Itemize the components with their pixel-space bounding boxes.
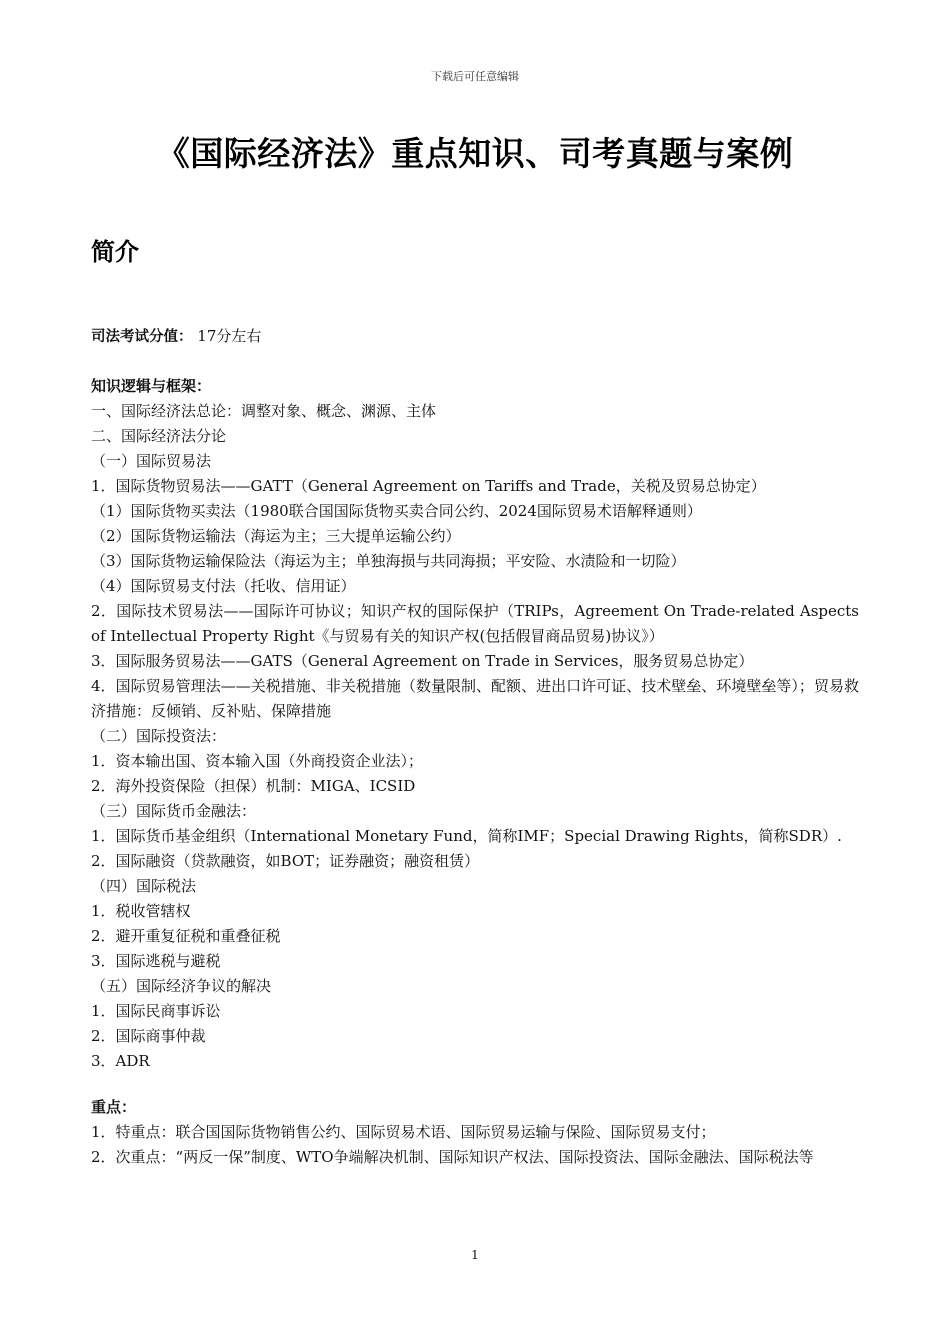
framework-line: （4）国际贸易支付法（托收、信用证） <box>91 577 356 595</box>
document-title: 《国际经济法》重点知识、司考真题与案例 <box>156 134 794 173</box>
framework-label: 知识逻辑与框架： <box>91 377 212 395</box>
framework-line: 1．国际货币基金组织（International Monetary Fund，简称IMF；Special Drawing Rights，简称SDR）. <box>91 827 842 845</box>
framework-line: 1．国际货物贸易法——GATT（General Agreement on Tariffs and Trade，关税及贸易总协定） <box>91 477 766 495</box>
framework-line: 2．海外投资保险（担保）机制：MIGA、ICSID <box>91 777 416 795</box>
framework-line: （2）国际货物运输法（海运为主；三大提单运输公约） <box>91 527 461 545</box>
keypoint-line: 2．次重点：“两反一保”制度、WTO争端解决机制、国际知识产权法、国际投资法、国际金融法、国际税法等 <box>91 1148 814 1166</box>
framework-line: 1．税收管辖权 <box>91 902 191 920</box>
framework-line: （一）国际贸易法 <box>91 452 212 470</box>
framework-line: 4．国际贸易管理法——关税措施、非关税措施（数量限制、配额、进出口许可证、技术壁垒、环境壁垒等）；贸易救济措施：反倾销、反补贴、保障措施 <box>91 677 859 720</box>
exam-score-label: 司法考试分值： <box>91 329 193 345</box>
keypoint-line: 1．特重点：联合国国际货物销售公约、国际贸易术语、国际贸易运输与保险、国际贸易支付； <box>91 1123 716 1141</box>
framework-line: 2．国际技术贸易法——国际许可协议；知识产权的国际保护（TRIPs，Agreement On Trade-related Aspects of Intellectual Property Right《与贸易有关的知识产权(包括假冒商品贸易)协议》） <box>91 602 859 645</box>
framework-line: 2．国际融资（贷款融资，如BOT；证券融资；融资租赁） <box>91 852 480 870</box>
framework-line: （三）国际货币金融法： <box>91 802 257 820</box>
framework-line: 2．国际商事仲裁 <box>91 1027 206 1045</box>
framework-line: 二、国际经济法分论 <box>91 427 227 445</box>
keypoints-label: 重点： <box>91 1098 137 1116</box>
framework-line: （3）国际货物运输保险法（海运为主；单独海损与共同海损；平安险、水渍险和一切险） <box>91 552 686 570</box>
framework-line: 一、国际经济法总论：调整对象、概念、渊源、主体 <box>91 402 437 420</box>
page-header: 下载后可任意编辑 <box>431 70 519 83</box>
framework-line: 1．资本输出国、资本输入国（外商投资企业法）； <box>91 752 424 770</box>
framework-line: 3．国际逃税与避税 <box>91 952 221 970</box>
framework-line: （四）国际税法 <box>91 877 197 895</box>
framework-line: （1）国际货物买卖法（1980联合国国际货物买卖合同公约、2024国际贸易术语解释通则） <box>91 502 702 520</box>
framework-line: 3．ADR <box>91 1052 150 1070</box>
exam-score-value: 17分左右 <box>197 327 262 345</box>
exam-score-line <box>91 324 261 350</box>
framework-section <box>91 374 859 1074</box>
framework-line: 1．国际民商事诉讼 <box>91 1002 221 1020</box>
section-heading: 简介 <box>91 238 139 266</box>
framework-line: （五）国际经济争议的解决 <box>91 977 272 995</box>
page-number: 1 <box>471 1248 479 1262</box>
framework-line: 2．避开重复征税和重叠征税 <box>91 927 281 945</box>
framework-line: 3．国际服务贸易法——GATS（General Agreement on Trade in Services，服务贸易总协定） <box>91 652 754 670</box>
framework-line: （二）国际投资法： <box>91 727 227 745</box>
keypoints-section <box>91 1095 859 1170</box>
